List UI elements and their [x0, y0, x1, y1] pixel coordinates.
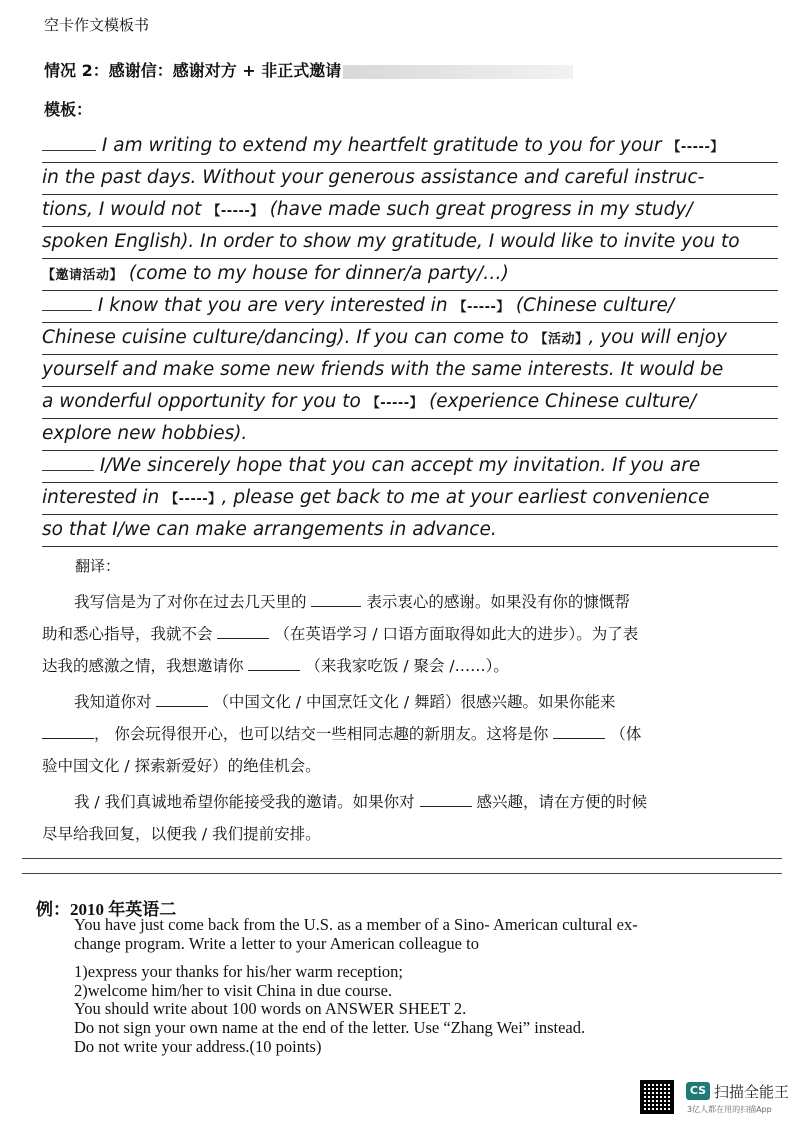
- example-title: 例：2010 年英语二: [36, 900, 177, 919]
- template-text: spoken English). In order to show my gratitude, I would like to invite you to: [42, 231, 740, 252]
- template-text: (have made such great progress in my study/: [269, 199, 693, 220]
- template-text: I/We sincerely hope that you can accept my invitation. If you are: [99, 455, 701, 476]
- template-line-3: [42, 196, 778, 227]
- example-line: 2)welcome him/her to visit China in due course.: [74, 981, 393, 1000]
- blank-bracket: 【-----】: [207, 204, 264, 219]
- fill-blank: [311, 592, 361, 607]
- document-header: 空卡作文模板书: [44, 16, 150, 34]
- translation-p3-line2: [42, 818, 782, 850]
- translation-p1-line2: [42, 618, 782, 650]
- translation-p1-line3: [42, 650, 782, 682]
- blank-bracket: 【-----】: [453, 300, 510, 315]
- scanner-tagline: 3亿人都在用的扫描App: [687, 1105, 772, 1114]
- translation-text: 尽早给我回复，以便我 / 我们提前安排。: [42, 825, 321, 843]
- example-line: Do not write your address.(10 points): [74, 1037, 322, 1056]
- template-text: in the past days. Without your generous assistance and careful instruc-: [42, 167, 705, 188]
- template-text: interested in: [42, 487, 160, 508]
- invite-activity-bracket: 【邀请活动】: [42, 268, 124, 283]
- translation-text: 助和悉心指导，我就不会: [42, 625, 213, 643]
- fill-blank: [217, 624, 269, 639]
- translation-text: 我 / 我们真诚地希望你能接受我的邀请。如果你对: [74, 793, 415, 811]
- divider-rule: [22, 873, 782, 874]
- template-line-13: [42, 516, 778, 547]
- template-text: (Chinese culture/: [515, 295, 675, 316]
- fill-blank: [553, 724, 605, 739]
- indent-blank: [42, 132, 96, 151]
- indent-blank: [42, 452, 94, 471]
- template-text: so that I/we can make arrangements in advance.: [42, 519, 497, 540]
- translation-text: （体: [610, 725, 642, 743]
- template-line-5: [42, 260, 778, 291]
- template-line-9: [42, 388, 778, 419]
- template-text: tions, I would not: [42, 199, 202, 220]
- translation-p2-line3: [42, 750, 782, 782]
- translation-text: （在英语学习 / 口语方面取得如此大的进步）。为了表: [274, 625, 639, 643]
- translation-text: （来我家吃饭 / 聚会 /……）。: [305, 657, 509, 675]
- translation-p2-line1: [74, 686, 800, 718]
- blank-bracket: 【-----】: [667, 140, 724, 155]
- template-line-11: [42, 452, 778, 483]
- translation-text: 我知道你对: [74, 693, 152, 711]
- template-text: a wonderful opportunity for you to: [42, 391, 361, 412]
- situation-title-text: 情况 2：感谢信：感谢对方 + 非正式邀请: [44, 61, 342, 80]
- fill-blank: [42, 724, 94, 739]
- template-text: Chinese cuisine culture/dancing). If you can come to: [42, 327, 529, 348]
- template-text: , you will enjoy: [588, 327, 728, 348]
- scanner-watermark: [640, 1080, 790, 1120]
- indent-blank: [42, 292, 92, 311]
- example-line: 1)express your thanks for his/her warm reception;: [74, 962, 403, 981]
- activity-bracket: 【活动】: [534, 332, 589, 347]
- translation-text: 我写信是为了对你在过去几天里的: [74, 593, 307, 611]
- fill-blank: [156, 692, 208, 707]
- translation-label: 翻译：: [75, 557, 121, 575]
- translation-text: ， 你会玩得很开心，也可以结交一些相同志趣的新朋友。这将是你: [94, 725, 549, 743]
- translation-p1-line1: [74, 586, 800, 618]
- template-line-12: [42, 484, 778, 515]
- translation-text: 感兴趣，请在方便的时候: [476, 793, 647, 811]
- template-line-10: [42, 420, 778, 451]
- translation-text: 表示衷心的感谢。如果没有你的慷慨帮: [366, 593, 630, 611]
- scanner-name: 扫描全能王: [714, 1083, 790, 1101]
- fill-blank: [420, 792, 472, 807]
- translation-p2-line2: [42, 718, 782, 750]
- situation-title: [44, 58, 573, 81]
- example-line: Do not sign your own name at the end of the letter. Use “Zhang Wei” instead.: [74, 1018, 586, 1037]
- example-line: change program. Write a letter to your American colleague to: [74, 934, 479, 953]
- template-line-2: [42, 164, 778, 195]
- template-text: (come to my house for dinner/a party/…): [128, 263, 509, 284]
- translation-p3-line1: [74, 786, 800, 818]
- template-line-6: [42, 292, 778, 323]
- camscanner-logo-icon: CS: [686, 1082, 710, 1100]
- blank-bracket: 【-----】: [165, 492, 222, 507]
- template-text: (experience Chinese culture/: [429, 391, 697, 412]
- translation-text: 验中国文化 / 探索新爱好）的绝佳机会。: [42, 757, 321, 775]
- template-line-1: [42, 132, 778, 163]
- template-line-8: [42, 356, 778, 387]
- example-line: You have just come back from the U.S. as a member of a Sino- American cultural ex-: [74, 915, 638, 934]
- template-line-7: [42, 324, 778, 355]
- template-label: 模板：: [44, 100, 93, 119]
- blank-bracket: 【-----】: [366, 396, 424, 411]
- template-text: I am writing to extend my heartfelt gratitude to you for your: [101, 135, 662, 156]
- example-line: You should write about 100 words on ANSWER SHEET 2.: [74, 999, 467, 1018]
- template-line-4: [42, 228, 778, 259]
- translation-text: （中国文化 / 中国烹饪文化 / 舞蹈）很感兴趣。如果你能来: [213, 693, 616, 711]
- highlight-shade: [343, 65, 573, 79]
- template-text: I know that you are very interested in: [97, 295, 448, 316]
- divider-rule: [22, 858, 782, 859]
- template-text: , please get back to me at your earliest convenience: [221, 487, 710, 508]
- translation-text: 达我的感激之情，我想邀请你: [42, 657, 244, 675]
- template-text: explore new hobbies).: [42, 423, 248, 444]
- template-text: yourself and make some new friends with the same interests. It would be: [42, 359, 724, 380]
- qr-code-icon: [640, 1080, 674, 1114]
- fill-blank: [248, 656, 300, 671]
